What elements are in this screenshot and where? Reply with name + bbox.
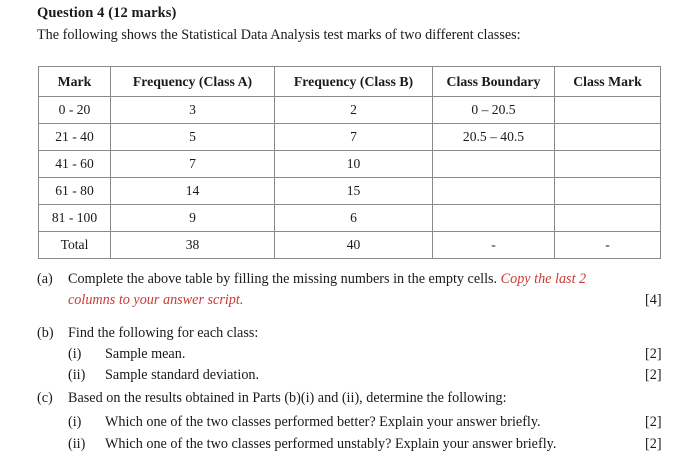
cell-freq-a: 5 bbox=[111, 124, 275, 151]
table-row bbox=[39, 178, 661, 205]
column-header-freq-a: Frequency (Class A) bbox=[111, 67, 275, 97]
part-a-text-red-first-line: Copy the last 2 bbox=[500, 271, 587, 287]
part-b-item-ii-marks: [2] bbox=[645, 367, 662, 383]
cell-freq-b: 10 bbox=[275, 151, 433, 178]
cell-class-mark bbox=[555, 124, 661, 151]
column-header-class-mark: Class Mark bbox=[555, 67, 661, 97]
part-c-text: Based on the results obtained in Parts (b)(i) and (ii), determine the following: bbox=[68, 390, 507, 406]
part-c-item-i-label: (i) bbox=[68, 414, 82, 430]
part-c-item-i-marks: [2] bbox=[645, 414, 662, 430]
column-header-mark: Mark bbox=[39, 67, 111, 97]
cell-boundary bbox=[433, 151, 555, 178]
table-header bbox=[39, 67, 661, 97]
part-c-label: (c) bbox=[37, 390, 53, 406]
cell-class-mark bbox=[555, 151, 661, 178]
part-c-item-ii-text: Which one of the two classes performed unstably? Explain your answer briefly. bbox=[105, 436, 557, 452]
table-body bbox=[39, 97, 661, 259]
cell-freq-a: 7 bbox=[111, 151, 275, 178]
part-b-item-i-marks: [2] bbox=[645, 346, 662, 362]
cell-mark: 81 - 100 bbox=[39, 205, 111, 232]
table-row bbox=[39, 151, 661, 178]
part-b-item-i-label: (i) bbox=[68, 346, 82, 362]
question-intro-text: The following shows the Statistical Data Analysis test marks of two different classes: bbox=[37, 27, 521, 43]
cell-freq-b: 7 bbox=[275, 124, 433, 151]
part-b-item-ii-text: Sample standard deviation. bbox=[105, 367, 260, 383]
table-row bbox=[39, 97, 661, 124]
frequency-distribution-table bbox=[38, 66, 661, 259]
part-b-item-ii-label: (ii) bbox=[68, 367, 86, 383]
part-b-text: Find the following for each class: bbox=[68, 325, 259, 341]
table-row bbox=[39, 124, 661, 151]
cell-freq-b: 15 bbox=[275, 178, 433, 205]
cell-freq-b: 6 bbox=[275, 205, 433, 232]
cell-freq-b: 40 bbox=[275, 232, 433, 259]
part-a-text-black: Complete the above table by filling the missing numbers in the empty cells. bbox=[68, 271, 498, 287]
table-row-total bbox=[39, 232, 661, 259]
column-header-boundary: Class Boundary bbox=[433, 67, 555, 97]
cell-freq-a: 9 bbox=[111, 205, 275, 232]
part-a-text-red-second-line: columns to your answer script. bbox=[68, 292, 244, 308]
cell-freq-b: 2 bbox=[275, 97, 433, 124]
cell-freq-a: 3 bbox=[111, 97, 275, 124]
cell-mark: 21 - 40 bbox=[39, 124, 111, 151]
cell-class-mark bbox=[555, 178, 661, 205]
page-title: Question 4 (12 marks) bbox=[37, 5, 177, 21]
part-c-item-ii-label: (ii) bbox=[68, 436, 86, 452]
cell-mark: 61 - 80 bbox=[39, 178, 111, 205]
table-row bbox=[39, 205, 661, 232]
cell-class-mark bbox=[555, 97, 661, 124]
cell-boundary bbox=[433, 178, 555, 205]
part-c-item-i-text: Which one of the two classes performed better? Explain your answer briefly. bbox=[105, 414, 541, 430]
cell-boundary bbox=[433, 205, 555, 232]
cell-mark: 0 - 20 bbox=[39, 97, 111, 124]
cell-mark: 41 - 60 bbox=[39, 151, 111, 178]
cell-mark: Total bbox=[39, 232, 111, 259]
part-b-item-i-text: Sample mean. bbox=[105, 346, 186, 362]
cell-class-mark: - bbox=[555, 232, 661, 259]
column-header-freq-b: Frequency (Class B) bbox=[275, 67, 433, 97]
cell-boundary: - bbox=[433, 232, 555, 259]
cell-boundary: 20.5 – 40.5 bbox=[433, 124, 555, 151]
part-c-item-ii-marks: [2] bbox=[645, 436, 662, 452]
cell-boundary: 0 – 20.5 bbox=[433, 97, 555, 124]
part-a-marks: [4] bbox=[645, 292, 662, 308]
cell-freq-a: 38 bbox=[111, 232, 275, 259]
part-a-text bbox=[68, 271, 586, 288]
part-b-label: (b) bbox=[37, 325, 54, 341]
cell-freq-a: 14 bbox=[111, 178, 275, 205]
cell-class-mark bbox=[555, 205, 661, 232]
part-a-label: (a) bbox=[37, 271, 53, 287]
table-header-row bbox=[39, 67, 661, 97]
